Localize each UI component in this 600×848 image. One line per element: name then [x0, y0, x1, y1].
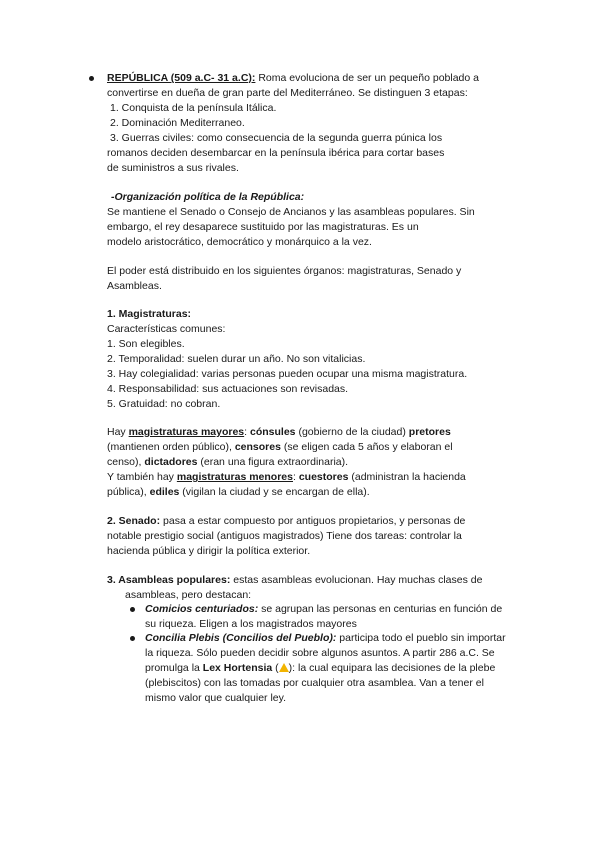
term-consules: cónsules	[250, 426, 296, 438]
concilia-line-2: la riqueza. Sólo pueden decidir sobre algunos asuntos. A partir 286 a.C. Se	[145, 647, 495, 659]
text-run: (vigilan la ciudad y se encargan de ella).	[179, 486, 370, 498]
list-item: 3. Hay colegialidad: varias personas pueden ocupar una misma magistratura.	[107, 368, 468, 380]
comicios-line-1	[145, 602, 502, 616]
text-run: se agrupan las personas en centurias en función de	[258, 603, 503, 615]
text-run: pasa a estar compuesto por antiguos propietarios, y personas de	[160, 515, 466, 527]
text-run: (administran la hacienda	[348, 471, 466, 483]
stage-3: 3. Guerras civiles: como consecuencia de la segunda guerra púnica los	[110, 132, 443, 144]
senado-line-2: notable prestigio social (antiguos magistrados) Tiene dos tareas: controlar la	[107, 530, 462, 542]
bullet-dot	[130, 636, 135, 641]
list-item: 1. Son elegibles.	[107, 338, 185, 350]
text-run: (	[272, 662, 279, 674]
concilia-line-1	[145, 631, 506, 645]
term-cuestores: cuestores	[298, 471, 349, 483]
text-run: pública),	[107, 486, 150, 498]
republica-line-1	[107, 71, 479, 85]
republica-line-2: convertirse en dueña de gran parte del Mediterráneo. Se distinguen 3 etapas:	[107, 87, 468, 99]
bullet-dot	[130, 607, 135, 612]
stage-2: 2. Dominación Mediterraneo.	[110, 117, 245, 129]
asambleas-line-2: asambleas, pero destacan:	[125, 589, 252, 601]
concilia-line-3	[145, 661, 495, 675]
text-run: estas asambleas evolucionan. Hay muchas clases de	[230, 574, 483, 586]
mayores-line-1	[107, 425, 451, 439]
concilia-line-5: mismo valor que cualquier ley.	[145, 692, 287, 704]
asambleas-heading: 3. Asambleas populares:	[107, 574, 231, 586]
text-run: (mantienen orden público),	[107, 441, 235, 453]
text-run: (eran una figura extraordinaria).	[197, 456, 349, 468]
stage-3-cont: romanos deciden desembarcar en la península ibérica para cortar bases	[107, 147, 445, 159]
text-run: promulga la	[145, 662, 203, 674]
comicios-title: Comicios centuriados:	[145, 603, 259, 615]
menores-line-1	[107, 470, 466, 484]
list-item: 2. Temporalidad: suelen durar un año. No son vitalicias.	[107, 353, 366, 365]
concilia-line-4: (plebiscitos) con las tomadas por cualquier otra asamblea. Van a tener el	[145, 677, 484, 689]
organizacion-heading: -Organización política de la República:	[111, 191, 305, 203]
stage-1: 1. Conquista de la península Itálica.	[110, 102, 277, 114]
text-run: Y también hay	[107, 471, 177, 483]
term-magistraturas-menores: magistraturas menores	[176, 471, 293, 483]
term-dictadores: dictadores	[144, 456, 198, 468]
text-run: Hay	[107, 426, 129, 438]
asambleas-line-1	[107, 573, 482, 587]
poder-paragraph-line: Asambleas.	[107, 280, 162, 292]
term-ediles: ediles	[149, 486, 180, 498]
organizacion-paragraph-line: Se mantiene el Senado o Consejo de Ancianos y las asambleas populares. Sin	[107, 206, 475, 218]
term-magistraturas-mayores: magistraturas mayores	[128, 426, 245, 438]
concilia-title: Concilia Plebis (Concilios del Pueblo):	[145, 632, 337, 644]
comicios-line-2: su riqueza. Eligen a los magistrados mayores	[145, 618, 357, 630]
warning-icon	[279, 663, 289, 672]
term-lex-hortensia: Lex Hortensia	[202, 662, 273, 674]
list-item: 5. Gratuidad: no cobran.	[107, 398, 221, 410]
magistraturas-heading: 1. Magistraturas:	[107, 308, 192, 320]
poder-paragraph-line: El poder está distribuido en los siguientes órganos: magistraturas, Senado y	[107, 265, 462, 277]
mayores-line-2	[107, 440, 453, 454]
stage-3-cont: de suministros a sus rivales.	[107, 162, 239, 174]
menores-line-2	[107, 485, 370, 499]
bullet-dot	[89, 76, 94, 81]
republica-intro: Roma evoluciona de ser un pequeño poblado a	[255, 72, 479, 84]
senado-heading: 2. Senado:	[107, 515, 161, 527]
caracteristicas-label: Características comunes:	[107, 323, 226, 335]
senado-line-3: hacienda pública y dirigir la política exterior.	[107, 545, 311, 557]
text-run: participa todo el pueblo sin importar	[336, 632, 506, 644]
text-run: ): la cual equipara las decisiones de la plebe	[288, 662, 496, 674]
mayores-line-3	[107, 455, 348, 469]
text-run: :	[293, 471, 299, 483]
text-run: :	[244, 426, 250, 438]
text-run: censo),	[107, 456, 145, 468]
term-censores: censores	[234, 441, 281, 453]
organizacion-paragraph-line: embargo, el rey desaparece sustituido por las magistraturas. Es un	[107, 221, 419, 233]
term-pretores: pretores	[408, 426, 451, 438]
republica-heading: REPÚBLICA (509 a.C- 31 a.C):	[107, 72, 256, 84]
text-run: (gobierno de la ciudad)	[295, 426, 409, 438]
senado-line-1	[107, 514, 465, 528]
list-item: 4. Responsabilidad: sus actuaciones son revisadas.	[107, 383, 349, 395]
organizacion-paragraph-line: modelo aristocrático, democrático y monárquico a la vez.	[107, 236, 372, 248]
text-run: (se eligen cada 5 años y elaboran el	[280, 441, 453, 453]
